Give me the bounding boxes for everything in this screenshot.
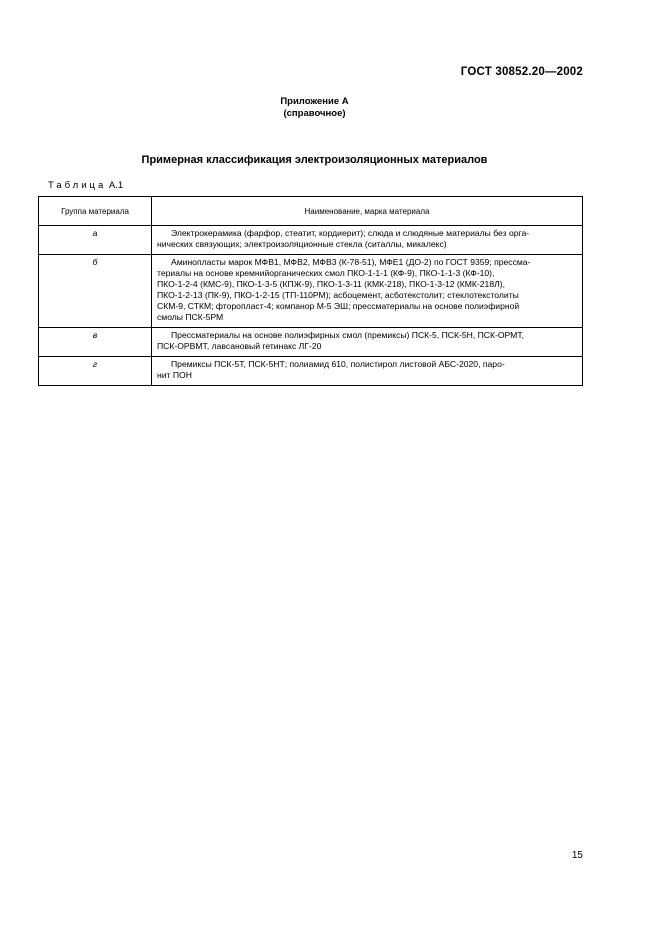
description-line: Премиксы ПСК-5Т, ПСК-5НТ; полиамид 610, полистирол листовой АБС-2020, паро- — [171, 359, 505, 369]
document-title: Примерная классификация электроизоляционных материалов — [141, 154, 488, 166]
appendix-heading — [0, 96, 629, 120]
group-cell: а — [39, 226, 152, 255]
description-line: Электрокерамика (фарфор, стеатит, кордиерит); слюда и слюдяные материалы без орга- — [171, 228, 530, 238]
description-line: нических связующих; электроизоляционные стекла (ситаллы, микалекс) — [157, 239, 447, 249]
table-row — [39, 328, 583, 357]
description-line: нит ПОН — [157, 370, 192, 380]
table-label — [48, 180, 123, 191]
description-cell — [152, 328, 583, 357]
table-label-number: А.1 — [108, 180, 124, 191]
table-row — [39, 255, 583, 328]
description-line: Прессматериалы на основе полиэфирных смол (премиксы) ПСК-5, ПСК-5Н, ПСК-ОРМТ, — [171, 330, 525, 340]
description-line: Аминопласты марок МФВ1, МФВ2, МФВ3 (К-78-51), МФЕ1 (ДО-2) по ГОСТ 9359; прессма- — [171, 257, 531, 267]
description-line: ПКО-1-2-13 (ПК-9), ПКО-1-2-15 (ТП-110РМ); асбоцемент, асботекстолит; стеклотекстолиты — [157, 290, 519, 300]
description-line: териалы на основе кремнийорганических смол ПКО-1-1-1 (КФ-9), ПКО-1-1-3 (КФ-10), — [157, 268, 495, 278]
table-row — [39, 357, 583, 386]
table-header-row — [39, 197, 583, 226]
page-number: 15 — [571, 850, 583, 861]
description-line: ПКО-1-2-4 (КМС-9), ПКО-1-3-5 (КПЖ-9), ПКО-1-3-11 (КМК-218), ПКО-1-3-12 (КМК-218Л), — [157, 279, 506, 289]
description-cell — [152, 255, 583, 328]
description-cell — [152, 226, 583, 255]
description-line: СКМ-9, СТКМ; фторопласт-4; компанор М-5 ЭШ; прессматериалы на основе полиэфирной — [157, 301, 520, 311]
appendix-title: Приложение А — [280, 96, 349, 107]
column-header-name: Наименование, марка материала — [152, 197, 583, 226]
table-label-word: Таблица — [48, 180, 107, 191]
materials-table — [38, 196, 583, 386]
group-cell: г — [39, 357, 152, 386]
description-line: ПСК-ОРВМТ, лавсановый гетинакс ЛГ-20 — [157, 341, 322, 351]
group-cell: в — [39, 328, 152, 357]
table-row — [39, 226, 583, 255]
description-cell — [152, 357, 583, 386]
appendix-subtitle: (справочное) — [283, 108, 346, 119]
group-cell: б — [39, 255, 152, 328]
column-header-group: Группа материала — [39, 197, 152, 226]
standard-code: ГОСТ 30852.20—2002 — [460, 66, 583, 78]
description-line: смолы ПСК-5РМ — [157, 312, 224, 322]
